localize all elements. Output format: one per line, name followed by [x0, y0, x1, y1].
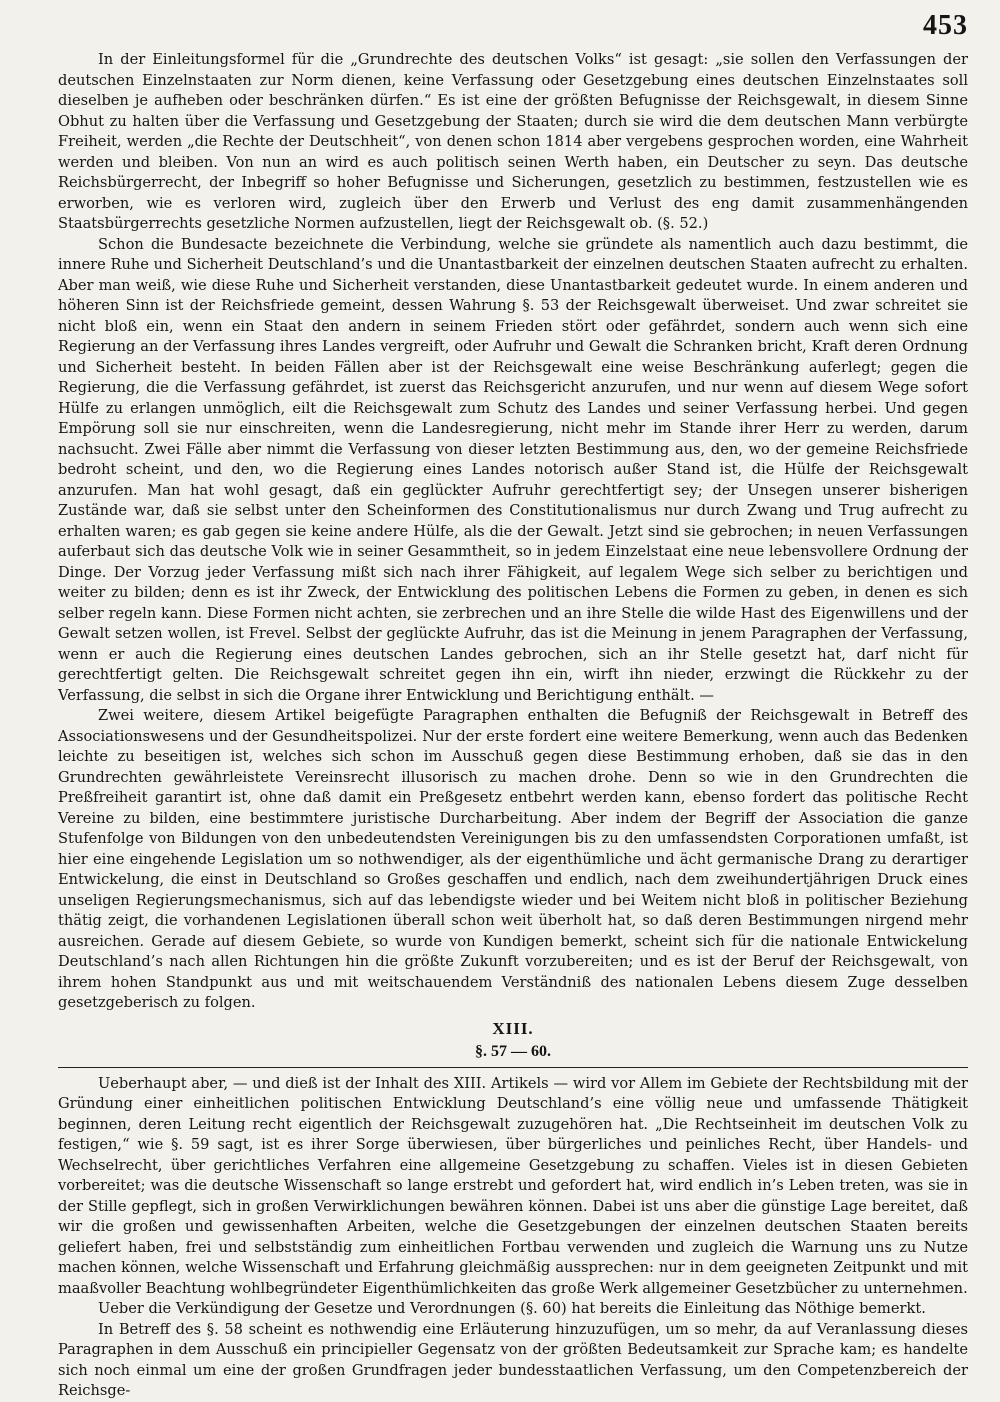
paragraph-reichsfriede: Schon die Bundesacte bezeichnete die Verbindung, welche sie gründete als namentlich auch dazu bestimmt, die innere Ruhe und Sicherheit Deutschland’s und die Unantastbarkeit der einzelnen deutschen Staaten aufrecht zu erhalten. Aber man weiß, wie diese Ruhe und Sicherheit verstanden, diese Unantastbarkeit gedeutet wurde. In einem anderen und höheren Sinn ist der Reichsfriede gemeint, dessen Wahrung §. 53 der Reichsgewalt überweiset. Und zwar schreitet sie nicht bloß ein, wenn ein Staat den andern in seinem Frieden stört oder gefährdet, sondern auch wenn sich eine Regierung an der Verfassung ihres Landes vergreift, oder Aufruhr und Gewalt die Schranken bricht, Kraft deren Ordnung und Sicherheit besteht. In beiden Fällen aber ist der Reichsgewalt eine weise Beschränkung auferlegt; gegen die Regierung, die die Verfassung gefährdet, ist zuerst das Reichsgericht anzurufen, und nur wenn auf diesem Wege sofort Hülfe zu erlangen unmöglich, eilt die Reichsgewalt zum Schutz des Landes und seiner Verfassung herbei. Und gegen Empörung soll sie nur einschreiten, wenn die Landesregierung, nicht mehr im Stande ihrer Herr zu werden, darum nachsucht. Zwei Fälle aber nimmt die Verfassung von dieser letzten Bestimmung aus, den, wo der gemeine Reichsfriede bedroht scheint, und den, wo die Regierung eines Landes notorisch außer Stand ist, die Hülfe der Reichsgewalt anzurufen. Man hat wohl gesagt, daß ein geglückter Aufruhr gerechtfertigt sey; der Unsegen unserer bisherigen Zustände war, daß sie selbst unter den Scheinformen des Constitutionalismus nur durch Zwang und Trug aufrecht zu erhalten waren; es gab gegen sie keine andere Hülfe, als die der Gewalt. Jetzt sind sie gebrochen; in neuen Verfassungen auferbaut sich das deutsche Volk wie in seiner Gesammtheit, so in jedem Einzelstaat eine neue lebensvollere Ordnung der Dinge. Der Vorzug jeder Verfassung mißt sich nach ihrer Fähigkeit, auf legalem Wege sich selber zu berichtigen und weiter zu bilden; denn es ist ihr Zweck, der Entwicklung des politischen Lebens die Formen zu geben, in denen es sich selber regeln kann. Diese Formen nicht achten, sie zerbrechen und an ihre Stelle die wilde Hast des Eigenwillens und der Gewalt setzen wollen, ist Frevel. Selbst der geglückte Aufruhr, das ist die Meinung in jenem Paragraphen der Verfassung, wenn er auch die Regierung eines deutschen Landes gebrochen, sich an ihr Stelle gesetzt hat, darf nicht für gerechtfertigt gelten. Die Reichsgewalt schreitet gegen ihn ein, wirft ihn nieder, erzwingt die Rückkehr zu der Verfassung, die selbst in sich die Organe ihrer Entwicklung und Berichtigung enthält. —	[58, 235, 968, 704]
body-text-lower	[58, 1074, 968, 1402]
paragraph-verkuendigung: Ueber die Verkündigung der Gesetze und Verordnungen (§. 60) hat bereits die Einleitung das Nöthige bemerkt.	[98, 1300, 926, 1317]
paragraph-grundrechte: In der Einleitungsformel für die „Grundrechte des deutschen Volks“ ist gesagt: „sie sollen den Verfassungen der deutschen Einzelnstaaten zur Norm dienen, keine Verfassung oder Gesetzgebung eines deutschen Einzelnstaates soll dieselben je aufheben oder beschränken dürfen.“ Es ist eine der größten Befugnisse der Reichsgewalt, in diesem Sinne Obhut zu halten über die Verfassung und Gesetzgebung der Staaten; durch sie wird die dem deutschen Mann verbürgte Freiheit, werden „die Rechte der Deutschheit“, von denen schon 1814 aber vergebens gesprochen worden, eine Wahrheit werden und bleiben. Von nun an wird es auch politisch seinen Werth haben, ein Deutscher zu seyn. Das deutsche Reichsbürgerrecht, der Inbegriff so hoher Befugnisse und Sicherungen, gesetzlich zu bestimmen, festzustellen wie es erworben, wie es verloren wird, zugleich über den Erwerb und Verlust des eng damit zusammenhängenden Staatsbürgerrechts gesetzliche Normen aufzustellen, liegt der Reichsgewalt ob. (§. 52.)	[58, 51, 968, 232]
section-heading-roman: XIII.	[492, 1018, 534, 1038]
section-heading-range: §. 57 — 60.	[475, 1042, 551, 1060]
paragraph-association: Zwei weitere, diesem Artikel beigefügte Paragraphen enthalten die Befugniß der Reichsgewalt in Betreff des Associationswesens und der Gesundheitspolizei. Nur der erste fordert eine weitere Bemerkung, wenn auch das Bedenken leichte zu beseitigen ist, welches sich schon im Ausschuß gegen diese Bestimmung erhoben, daß sie das in den Grundrechten gewährleistete Vereinsrecht illusorisch zu machen drohe. Denn so wie in den Grundrechten die Preßfreiheit garantirt ist, ohne daß damit ein Preßgesetz entbehrt werden kann, ebenso fordert das politische Recht Vereine zu bilden, eine bestimmtere juristische Durcharbeitung. Aber indem der Begriff der Association die ganze Stufenfolge von Bildungen von den unbedeutendsten Vereinigungen bis zu den umfassendsten Corporationen umfaßt, ist hier eine eingehende Legislation um so nothwendiger, als der eigenthümliche und ächt germanische Drang zu derartiger Entwickelung, die einst in Deutschland so Großes geschaffen und endlich, nach dem zweihundertjährigen Druck eines unseligen Regierungsmechanismus, sich auf das lebendigste wieder und bei Weitem nicht bloß in politischer Beziehung thätig zeigt, die vorhandenen Legislationen überall schon weit überholt hat, so daß deren Bestimmungen nirgend mehr ausreichen. Gerade auf diesem Gebiete, so wurde von Kundigen bemerkt, scheint sich für die nationale Entwickelung Deutschland’s nach allen Richtungen hin die größte Zukunft vorzubereiten; und es ist der Beruf der Reichsgewalt, von ihrem hohen Standpunkt aus und mit weitschauendem Verständniß des nationalen Lebens diesem Zuge desselben gesetzgeberisch zu folgen.	[58, 707, 968, 1011]
section-divider	[58, 1067, 968, 1068]
paragraph-paragraph-58: In Betreff des §. 58 scheint es nothwendig eine Erläuterung hinzuzufügen, um so mehr, da auf Veranlassung dieses Paragraphen in dem Ausschuß ein principieller Gegensatz von der größten Bedeutsamkeit zur Sprache kam; es handelte sich noch einmal um eine der großen Grundfragen jeder bundesstaatlichen Verfassung, um den Competenzbereich der Reichsge-	[58, 1320, 968, 1399]
paragraph-rechtsbildung: Ueberhaupt aber, — und dieß ist der Inhalt des XIII. Artikels — wird vor Allem im Gebiete der Rechtsbildung mit der Gründung einer einheitlichen politischen Entwicklung Deutschland’s eine völlig neue und umfassende Thätigkeit beginnen, deren Leitung recht eigentlich der Reichsgewalt zuzugehören hat. „Die Rechtseinheit im deutschen Volk zu festigen,“ wie §. 59 sagt, ist es ihrer Sorge überwiesen, über bürgerliches und peinliches Recht, über Handels- und Wechselrecht, über gerichtliches Verfahren eine allgemeine Gesetzgebung zu schaffen. Vieles ist in diesen Gebieten vorbereitet; was die deutsche Wissenschaft so lange erstrebt und gefordert hat, wird endlich in’s Leben treten, was sie in der Stille gepflegt, sich in großen Verwirklichungen bewähren können. Dabei ist uns aber die günstige Lage bereitet, daß wir die großen und gewissenhaften Arbeiten, welche die Gesetzgebungen der einzelnen deutschen Staaten bereits geliefert haben, frei und selbstständig zum einheitlichen Fortbau verwenden und zugleich die Warnung uns zu Nutze machen können, welche Wissenschaft und Erfahrung gleichmäßig aussprechen: nur in dem geeigneten Zeitpunkt und mit maaßvoller Beachtung wohlbegründeter Eigenthümlichkeiten das große Werk allgemeiner Gesetzbücher zu unternehmen.	[58, 1074, 968, 1297]
body-text-upper	[58, 50, 968, 1014]
page-number: 453	[923, 10, 968, 41]
